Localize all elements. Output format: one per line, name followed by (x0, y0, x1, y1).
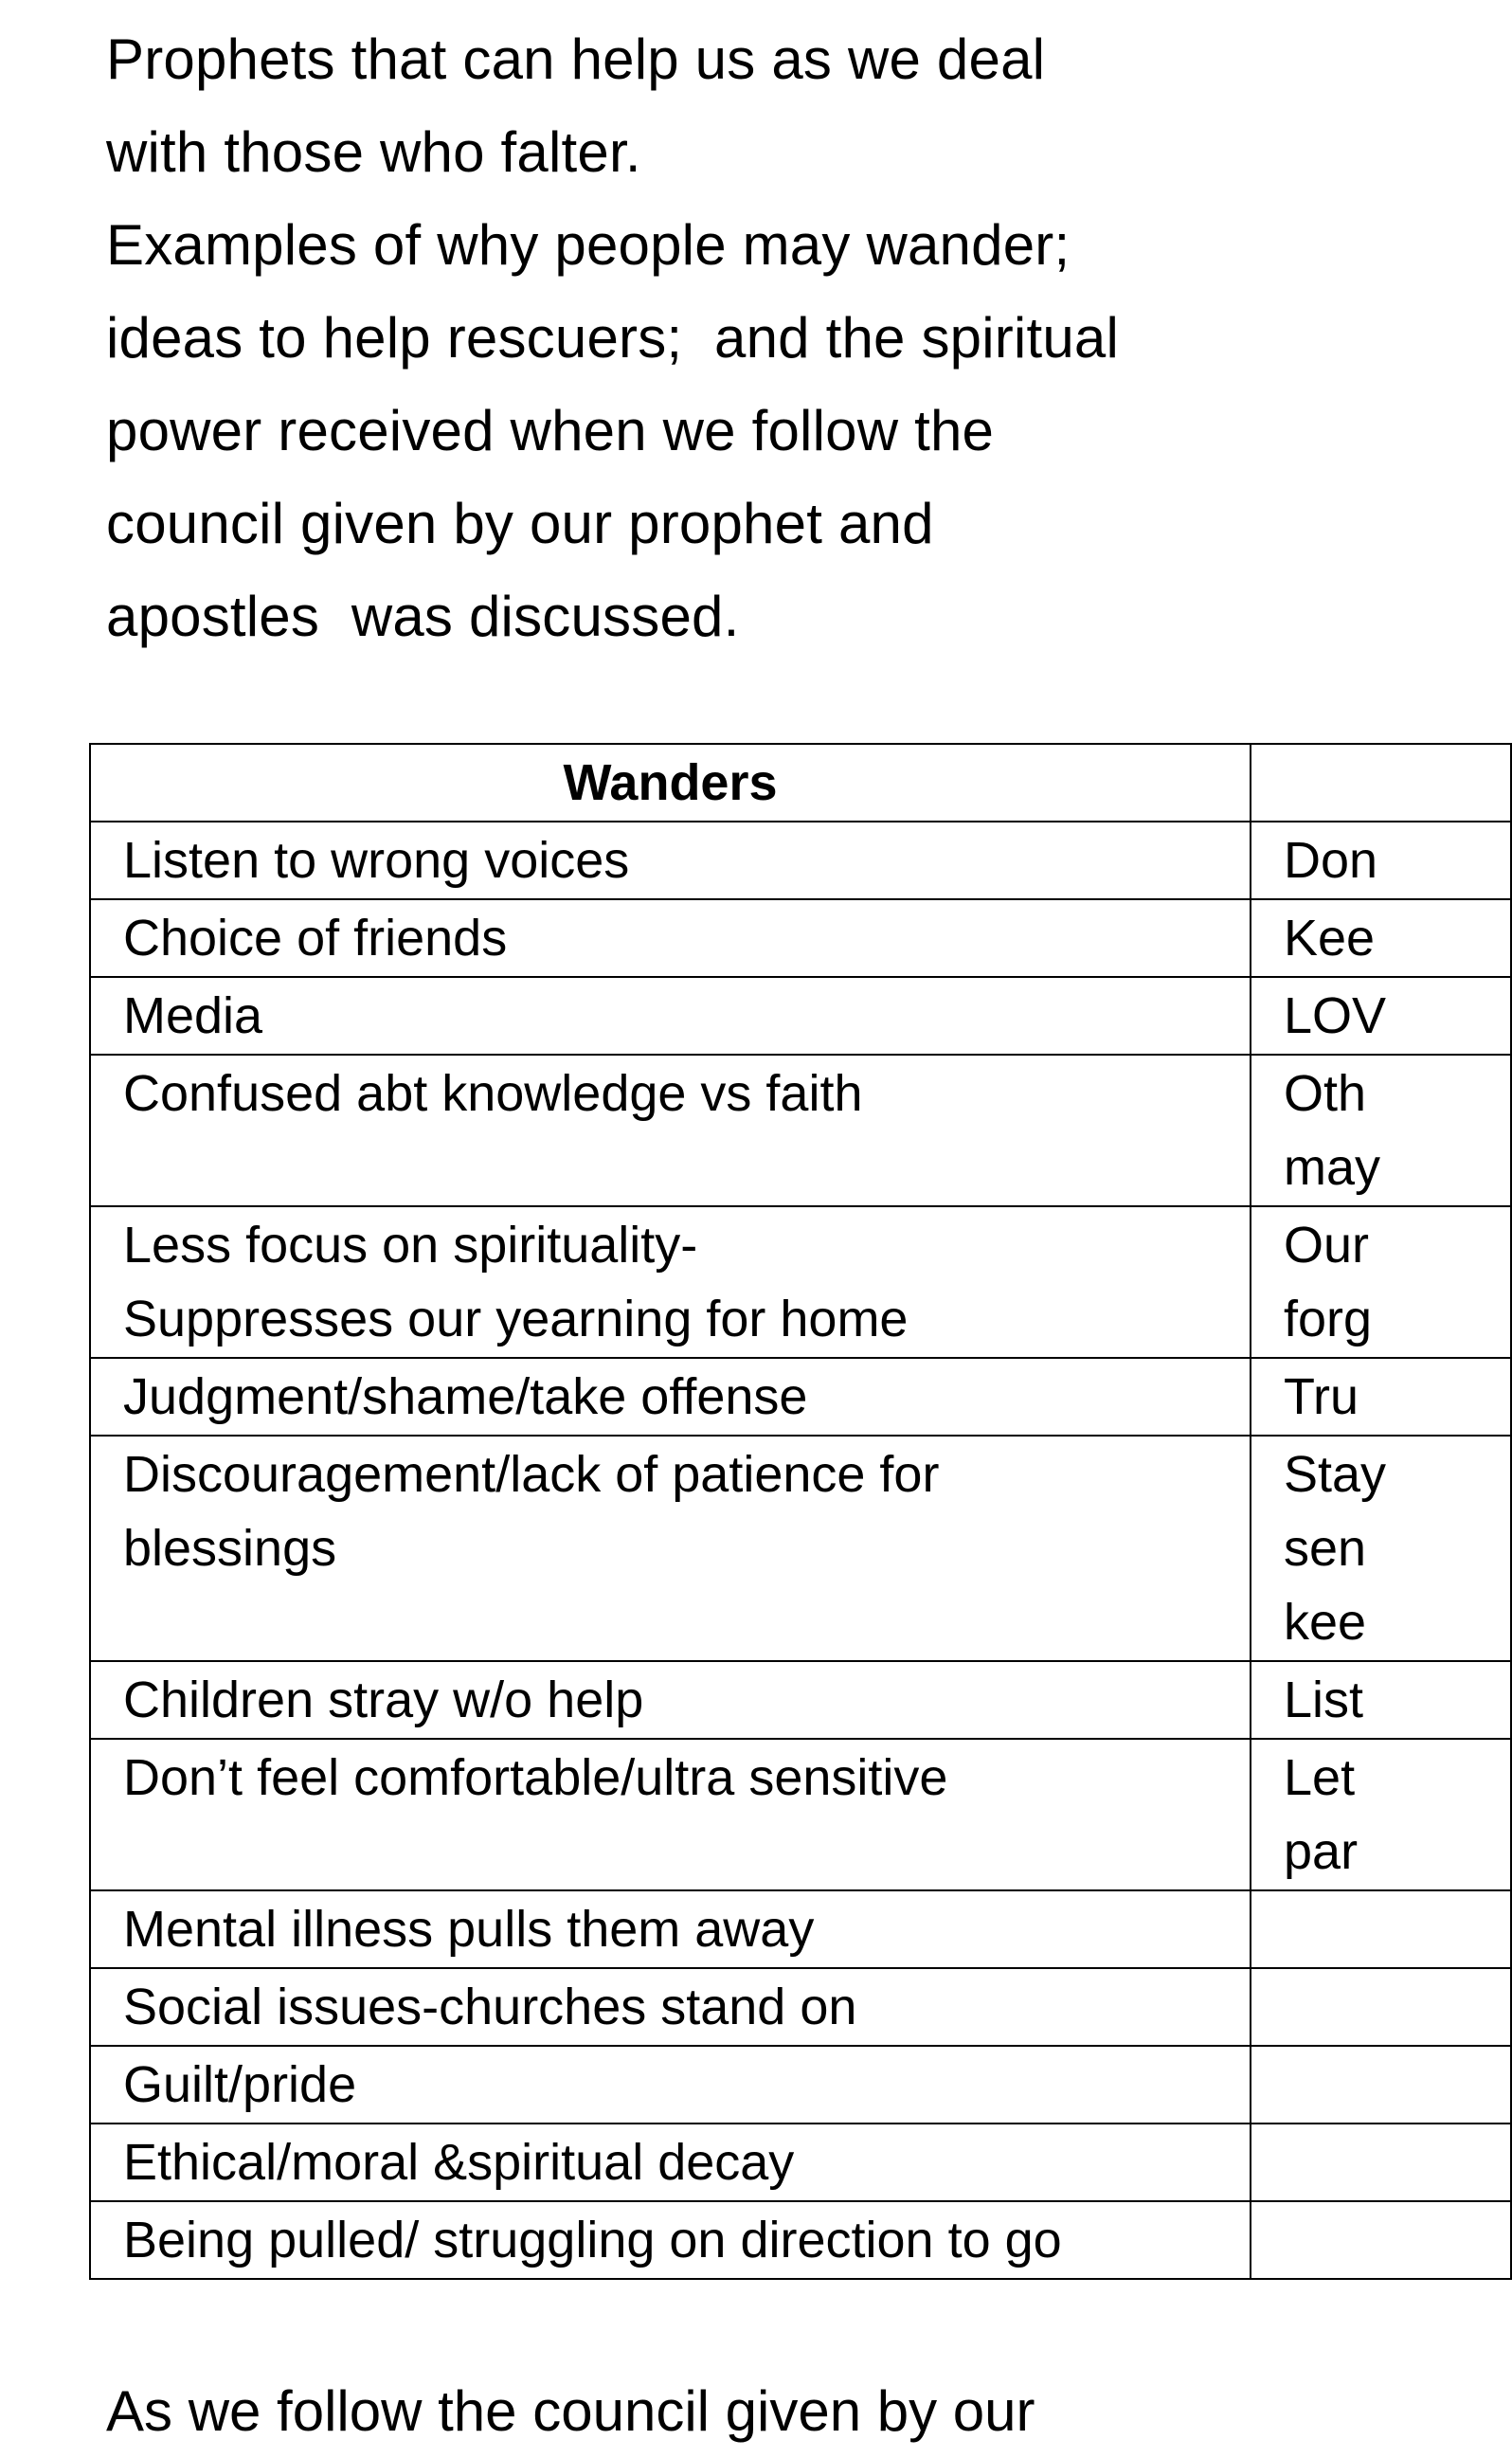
wanders-cell: Ethical/moral &spiritual decay (90, 2124, 1251, 2201)
header-help (1251, 744, 1511, 822)
help-cell (1251, 1890, 1511, 1968)
header-wanders: Wanders (90, 744, 1251, 822)
intro-paragraph-2: Examples of why people may wander; ideas to help rescuers; and the spiritual power received when we follow the council given by our prophet and apostles was discussed. (106, 213, 1120, 648)
help-cell: Kee (1251, 899, 1511, 977)
wanders-cell: Less focus on spirituality- Suppresses our yearning for home (90, 1206, 1251, 1358)
help-cell (1251, 1968, 1511, 2046)
table-row (90, 822, 1511, 899)
table-row (90, 1055, 1511, 1206)
wanders-cell: Being pulled/ struggling on direction to go (90, 2201, 1251, 2279)
help-cell: LOV (1251, 977, 1511, 1055)
table-row (90, 1206, 1511, 1358)
help-cell: Tru (1251, 1358, 1511, 1436)
wanders-table-container (89, 743, 1387, 2280)
wanders-cell: Guilt/pride (90, 2046, 1251, 2124)
table-row (90, 977, 1511, 1055)
help-cell: Don (1251, 822, 1511, 899)
table-row (90, 1661, 1511, 1739)
wanders-cell: Mental illness pulls them away (90, 1890, 1251, 1968)
help-cell: Oth may (1251, 1055, 1511, 1206)
table-row (90, 2046, 1511, 2124)
table-header-row (90, 744, 1511, 822)
wanders-cell: Choice of friends (90, 899, 1251, 977)
wanders-cell: Children stray w/o help (90, 1661, 1251, 1739)
table-row (90, 1968, 1511, 2046)
intro-text (106, 13, 1300, 663)
wanders-cell: Listen to wrong voices (90, 822, 1251, 899)
table-row (90, 2201, 1511, 2279)
help-cell (1251, 2124, 1511, 2201)
help-cell: Stay sen kee (1251, 1436, 1511, 1661)
wanders-cell: Don’t feel comfortable/ultra sensitive (90, 1739, 1251, 1890)
wanders-cell: Social issues-churches stand on (90, 1968, 1251, 2046)
table-row (90, 2124, 1511, 2201)
help-cell: Our forg (1251, 1206, 1511, 1358)
wanders-cell: Media (90, 977, 1251, 1055)
table-row (90, 1890, 1511, 1968)
closing-text: As we follow the council given by our (106, 2379, 1035, 2443)
help-cell: Let par (1251, 1739, 1511, 1890)
help-cell (1251, 2201, 1511, 2279)
table-row (90, 1436, 1511, 1661)
wanders-cell: Judgment/shame/take offense (90, 1358, 1251, 1436)
wanders-table (89, 743, 1512, 2280)
help-cell: List (1251, 1661, 1511, 1739)
table-row (90, 1739, 1511, 1890)
help-cell (1251, 2046, 1511, 2124)
wanders-cell: Confused abt knowledge vs faith (90, 1055, 1251, 1206)
table-row (90, 1358, 1511, 1436)
intro-paragraph-1: Prophets that can help us as we deal with those who falter. (106, 27, 1046, 184)
wanders-cell: Discouragement/lack of patience for blessings (90, 1436, 1251, 1661)
table-row (90, 899, 1511, 977)
